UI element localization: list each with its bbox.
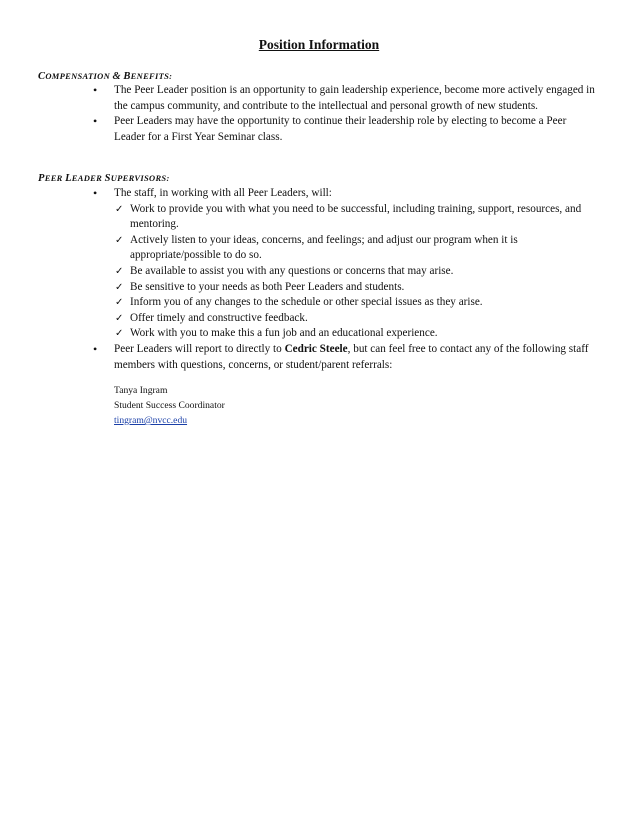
contact-name: Tanya Ingram bbox=[114, 385, 168, 396]
bullet-leadership-opportunity: • The Peer Leader position is an opportunity to gain leadership experience, become more actively engaged in the campus community, and contribute to the intellectual and personal growth of new students. bbox=[90, 83, 600, 114]
check-item: ✓ Inform you of any changes to the schedule or other special issues as they arise. bbox=[114, 295, 600, 311]
contact-role: Student Success Coordinator bbox=[114, 400, 225, 411]
report-text-after: , but can feel free to contact any of the following staff members with questions, concerns, or student/parent referrals: bbox=[114, 342, 589, 371]
check-item: ✓ Be available to assist you with any questions or concerns that may arise. bbox=[114, 264, 600, 280]
contact-email-link[interactable]: tingram@nvcc.edu bbox=[114, 415, 188, 426]
check-item: ✓ Work with you to make this a fun job and an educational experience. bbox=[114, 326, 600, 342]
staff-intro-text: The staff, in working with all Peer Leaders, will: bbox=[114, 187, 332, 199]
staff-commitments-list bbox=[114, 202, 600, 342]
check-item: ✓ Actively listen to your ideas, concerns, and feelings; and adjust our program when it is appropriate/possible to do so. bbox=[114, 233, 600, 264]
bullet-first-year-seminar: • Peer Leaders may have the opportunity to continue their leadership role by electing to become a Peer Leader for a First Year Seminar class. bbox=[90, 114, 600, 145]
supervisor-name: Cedric Steele bbox=[284, 342, 348, 355]
contact-block bbox=[114, 383, 225, 428]
page-title: Position Information bbox=[258, 37, 380, 52]
supervisor-bullets bbox=[90, 186, 600, 373]
bullet-staff-intro bbox=[90, 186, 600, 342]
report-text-before: Peer Leaders will report to directly to bbox=[114, 342, 285, 355]
section-heading-supervisors: PEER LEADER SUPERVISORS: bbox=[38, 173, 170, 184]
compensation-bullets bbox=[90, 83, 600, 145]
check-item: ✓ Be sensitive to your needs as both Peer Leaders and students. bbox=[114, 280, 600, 296]
check-item: ✓ Offer timely and constructive feedback. bbox=[114, 311, 600, 327]
check-item: ✓ Work to provide you with what you need to be successful, including training, support, resources, and mentoring. bbox=[114, 202, 600, 233]
section-heading-compensation: COMPENSATION & BENEFITS: bbox=[38, 71, 173, 82]
bullet-report-to bbox=[90, 342, 600, 373]
